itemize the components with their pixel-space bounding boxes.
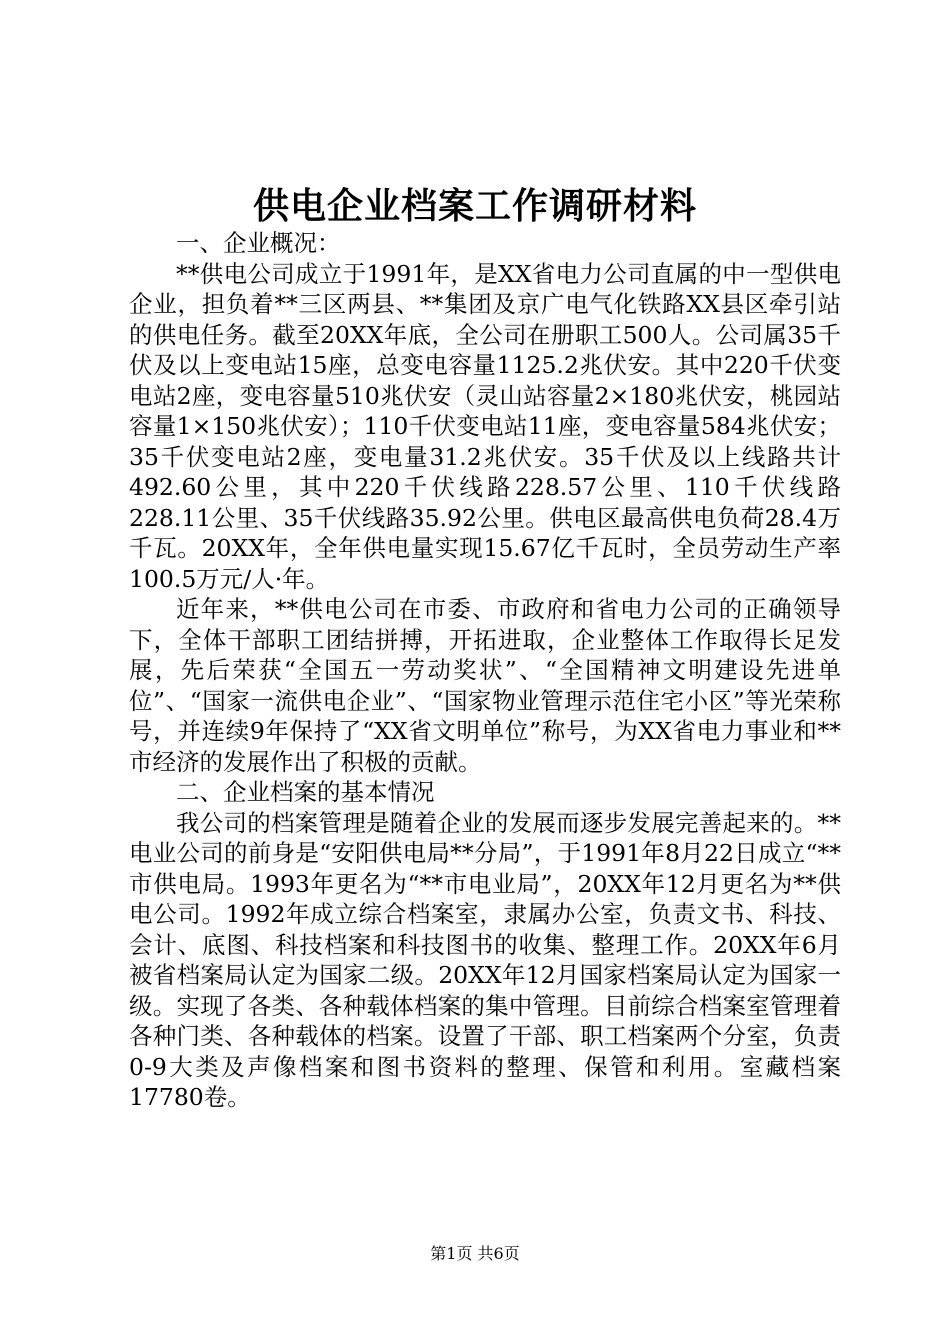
paragraph-company-profile: **供电公司成立于1991年，是XX省电力公司直属的中一型供电企业，担负着**三区两县、**集团及京广电气化铁路XX县区牵引站的供电任务。截至20XX年底，全公司在册职工500人。公司属35千伏及以上变电站15座，总变电容量1125.2兆伏安。其中220千伏变电站2座，变电容量510兆伏安（灵山站容量2×180兆伏安，桃园站容量1×150兆伏安）；110千伏变电站11座，变电容量584兆伏安；35千伏变电站2座，变电量31.2兆伏安。35千伏及以上线路共计492.60公里，其中220千伏线路228.57公里、110千伏线路228.11公里、35千伏线路35.92公里。供电区最高供电负荷28.4万千瓦。20XX年，全年供电量实现15.67亿千瓦时，全员劳动生产率100.5万元/人·年。 [129,259,841,593]
paragraph-archives-history: 我公司的档案管理是随着企业的发展而逐步发展完善起来的。**电业公司的前身是“安阳供电局**分局”，于1991年8月22日成立“**市供电局。1993年更名为“**市电业局”，20XX年12月更名为**供电公司。1992年成立综合档案室，隶属办公室，负责文书、科技、会计、底图、科技档案和科技图书的收集、整理工作。20XX年6月被省档案局认定为国家二级。20XX年12月国家档案局认定为国家一级。实现了各类、各种载体档案的集中管理。目前综合档案室管理着各种门类、各种载体的档案。设置了干部、职工档案两个分室，负责0-9大类及声像档案和图书资料的整理、保管和利用。室藏档案17780卷。 [129,808,841,1111]
section-heading-overview: 一、企业概况： [176,229,341,257]
paragraph-achievements: 近年来，**供电公司在市委、市政府和省电力公司的正确领导下，全体干部职工团结拼搏，开拓进取，企业整体工作取得长足发展，先后荣获“全国五一劳动奖状”、“全国精神文明建设先进单位”、“国家一流供电企业”、“国家物业管理示范住宅小区”等光荣称号，并连续9年保持了“XX省文明单位”称号，为XX省电力事业和**市经济的发展作出了积极的贡献。 [129,595,841,776]
section-heading-archives: 二、企业档案的基本情况 [176,778,435,806]
document-body [129,228,841,1113]
document-title: 供电企业档案工作调研材料 [252,186,697,227]
page-footer: 第1页 共6页 [430,1244,520,1263]
